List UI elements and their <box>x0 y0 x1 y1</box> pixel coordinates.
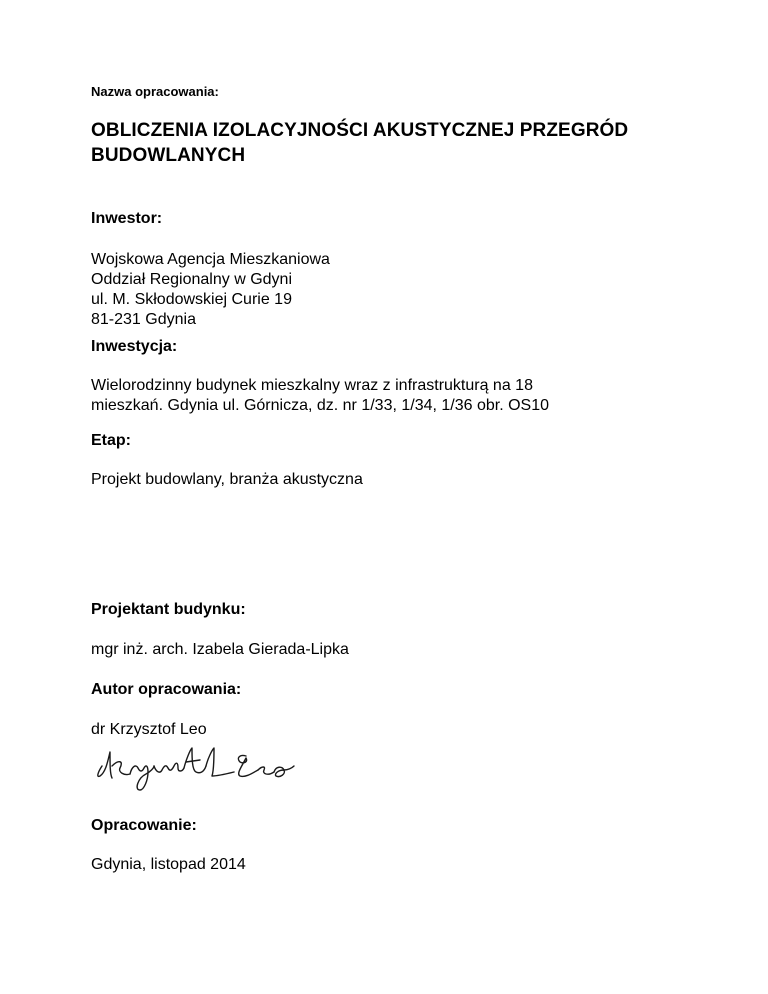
designer-heading: Projektant budynku: <box>91 601 246 618</box>
stage-text: Projekt budowlany, branża akustyczna <box>91 471 363 488</box>
author-name: dr Krzysztof Leo <box>91 721 207 738</box>
title-line: BUDOWLANYCH <box>91 145 246 166</box>
author-heading: Autor opracowania: <box>91 681 242 698</box>
investor-line: Wojskowa Agencja Mieszkaniowa <box>91 251 330 268</box>
investor-heading: Inwestor: <box>91 210 163 227</box>
title-line: OBLICZENIA IZOLACYJNOŚCI AKUSTYCZNEJ PRZEGRÓD <box>91 120 629 141</box>
investor-line: 81-231 Gdynia <box>91 311 196 328</box>
stage-heading: Etap: <box>91 432 131 449</box>
prepared-heading: Opracowanie: <box>91 817 197 834</box>
document-name-label: Nazwa opracowania: <box>91 84 219 99</box>
prepared-place-date: Gdynia, listopad 2014 <box>91 856 246 873</box>
investor-address <box>91 250 728 330</box>
document-title <box>91 118 728 168</box>
investment-description <box>91 376 728 416</box>
designer-name: mgr inż. arch. Izabela Gierada-Lipka <box>91 641 349 658</box>
investor-line: ul. M. Skłodowskiej Curie 19 <box>91 291 292 308</box>
investment-line: Wielorodzinny budynek mieszkalny wraz z infrastrukturą na 18 <box>91 377 533 394</box>
investment-heading: Inwestycja: <box>91 338 178 355</box>
investment-line: mieszkań. Gdynia ul. Górnicza, dz. nr 1/33, 1/34, 1/36 obr. OS10 <box>91 397 550 414</box>
handwritten-signature <box>88 736 298 796</box>
investor-line: Oddział Regionalny w Gdyni <box>91 271 292 288</box>
